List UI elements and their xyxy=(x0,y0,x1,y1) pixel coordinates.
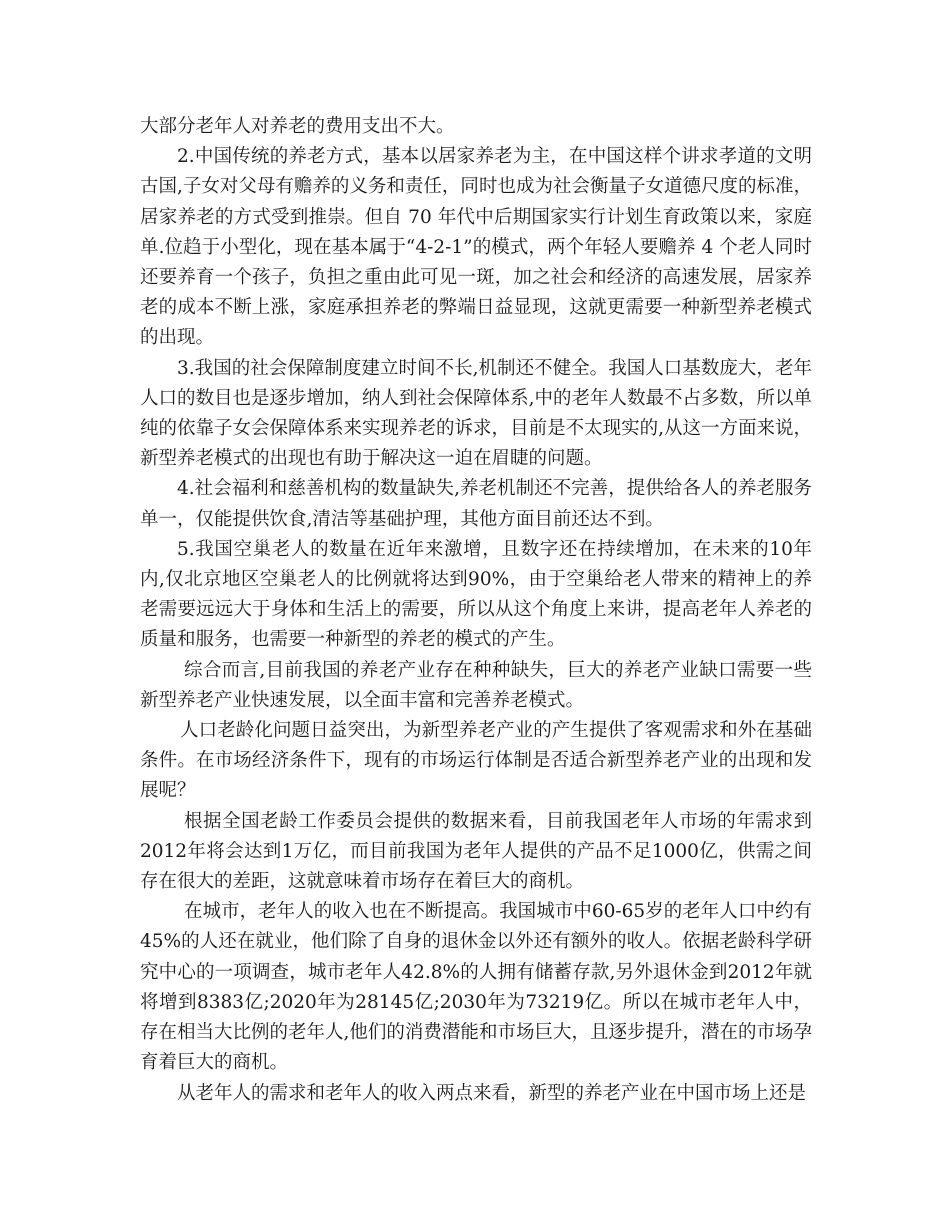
paragraph-point-4: 4.社会福利和慈善机构的数量缺失,养老机制还不完善，提供给各人的养老服务单一，仅能提供饮食,清洁等基础护理，其他方面目前还达不到。 xyxy=(140,478,812,530)
paragraph-continuation: 大部分老年人对养老的费用支出不大。 xyxy=(140,116,455,137)
paragraph-point-2: 2.中国传统的养老方式，基本以居家养老为主，在中国这样个讲求孝道的文明古国,子女对父母有赡养的义务和责任，同时也成为社会衡量子女道德尺度的标准，居家养老的方式受到推崇。但自 70 年代中后期国家实行计划生育政策以来，家庭单.位趋于小型化，现在基本属于“4-2-1”的模式，两个年轻人要赡养 4 个老人同时还要养育一个孩子，负担之重由此可见一斑，加之社会和经济的高速发展，居家养老的成本不断上涨，家庭承担养老的弊端日益显现，这就更需要一种新型养老模式的出现。 xyxy=(140,146,812,349)
paragraph-point-3: 3.我国的社会保障制度建立时间不长,机制还不健全。我国人口基数庞大，老年人口的数目也是逐步增加，纳人到社会保障体系,中的老年人数最不占多数，所以单纯的依靠子女会保障体系来实现养老的诉求，目前是不太现实的,从这一方面来说，新型养老模式的出现也有助于解决这一迫在眉睫的问题。 xyxy=(140,357,812,470)
paragraph-market-demand: 根据全国老龄工作委员会提供的数据来看，目前我国老年人市场的年需求到2012年将会达到1万亿，而目前我国为老年人提供的产品不足1000亿，供需之间存在很大的差距，这就意味着市场存在着巨大的商机。 xyxy=(140,810,812,893)
paragraph-point-5: 5.我国空巢老人的数量在近年来激增，且数字还在持续增加，在未来的10年内,仅北京地区空巢老人的比例就将达到90%，由于空巢给老人带来的精神上的养老需要远远大于身体和生活上的需要，所以从这个角度上来讲，提高老年人养老的质量和服务，也需要一种新型的养老的模式的产生。 xyxy=(140,538,812,651)
document-page xyxy=(140,112,812,1109)
paragraph-conclusion-start: 从老年人的需求和老年人的收入两点来看，新型的养老产业在中国市场上还是 xyxy=(177,1082,807,1104)
paragraph-urban-income: 在城市，老年人的收入也在不断提高。我国城市中60-65岁的老年人口中约有45%的人还在就业，他们除了自身的退休金以外还有额外的收人。依据老龄科学研究中心的一项调查，城市老年人42.8%的人拥有储蓄存款,另外退休金到2012年就将增到8383亿;2020年为28145亿;2030年为73219亿。所以在城市老年人中，存在相当大比例的老年人,他们的消费潜能和市场巨大，且逐步提升，潜在的市场孕育着巨大的商机。 xyxy=(140,901,812,1074)
paragraph-aging-problem: 人口老龄化问题日益突出，为新型养老产业的产生提供了客观需求和外在基础条件。在市场经济条件下，现有的市场运行体制是否适合新型养老产业的出现和发展呢？ xyxy=(140,720,812,802)
paragraph-summary: 综合而言,目前我国的养老产业存在种种缺失，巨大的养老产业缺口需要一些新型养老产业快速发展，以全面丰富和完善养老模式。 xyxy=(140,659,812,711)
